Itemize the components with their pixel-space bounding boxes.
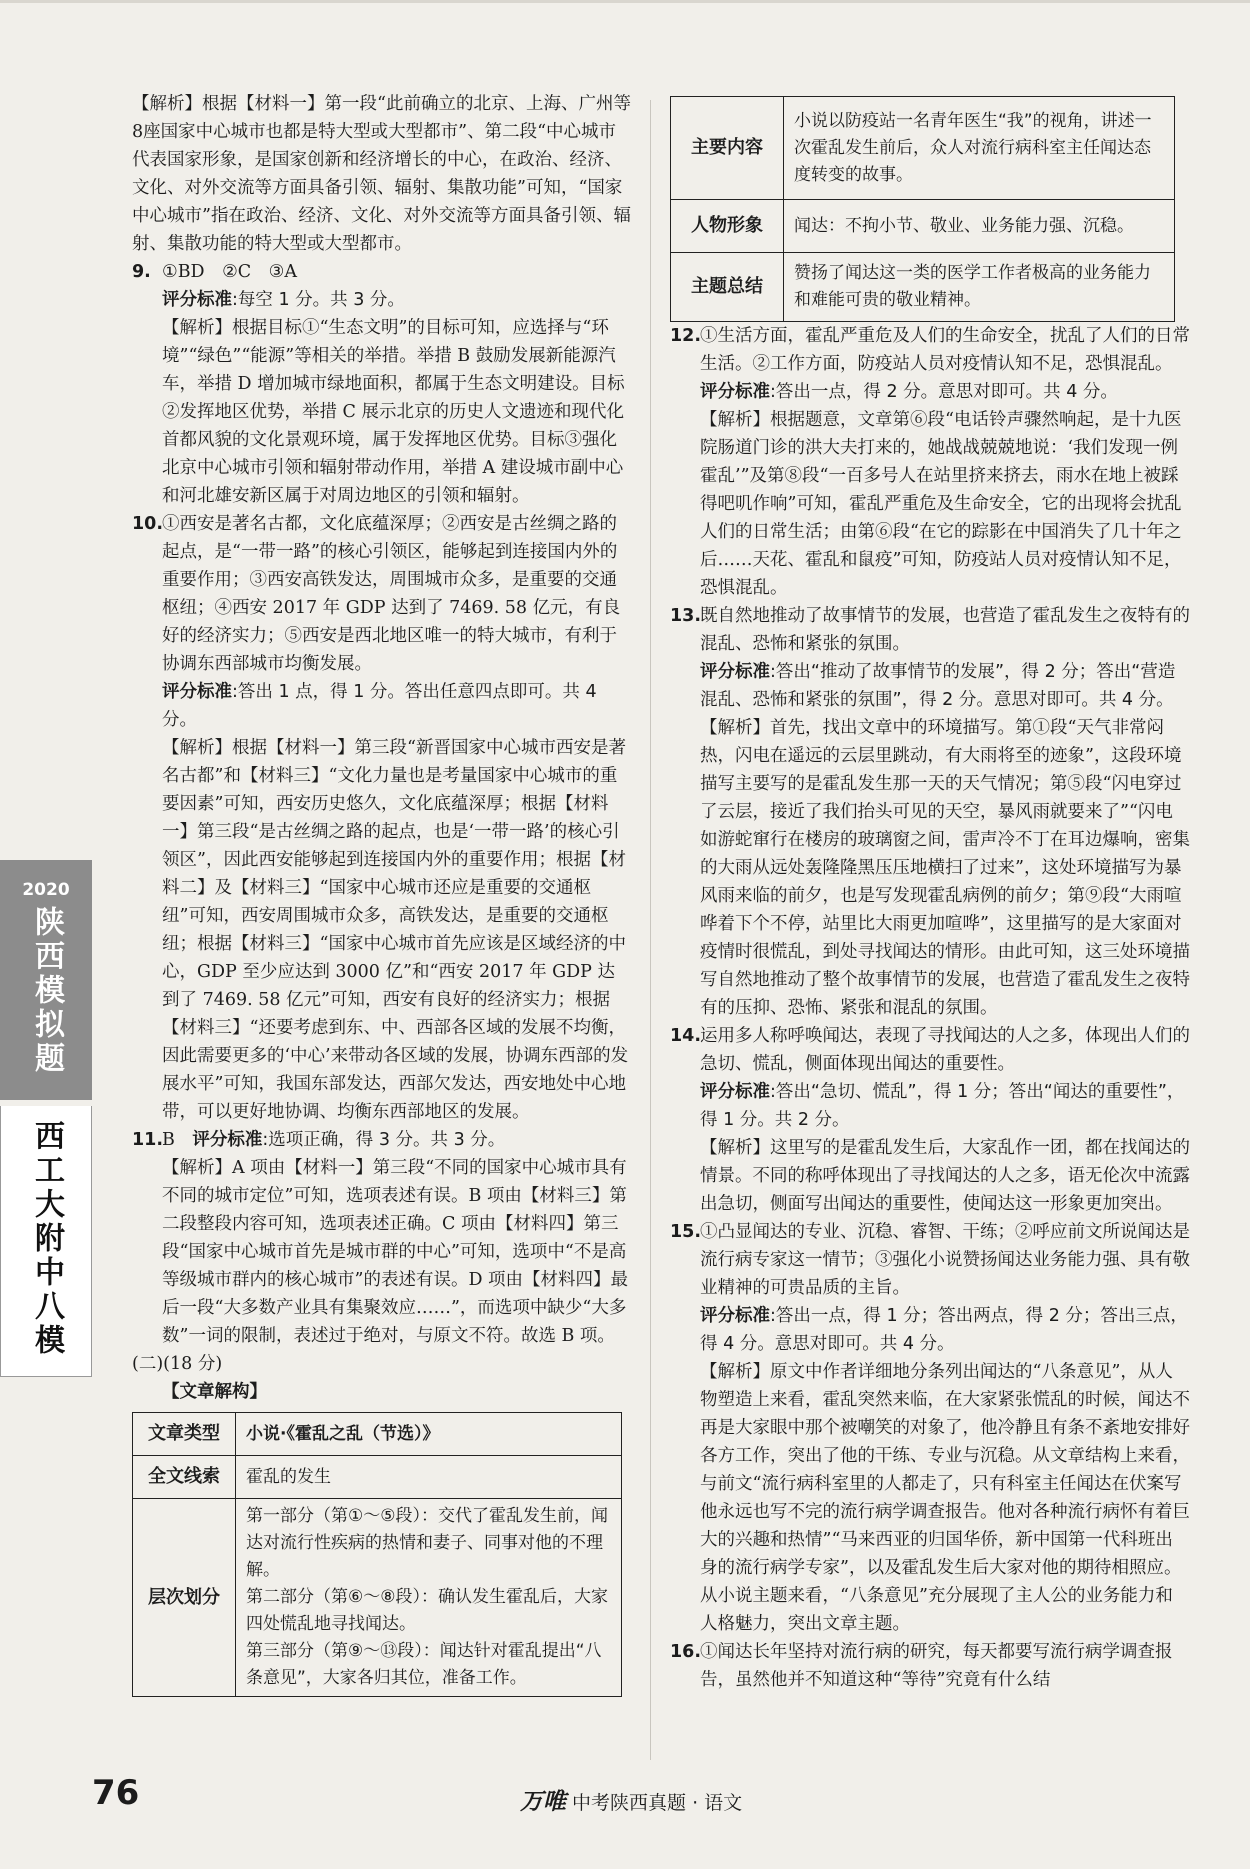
- side-tab: [0, 860, 92, 1377]
- q16-answer: ①闻达长年坚持对流行病的研究，每天都要写流行病学调查报告，虽然他并不知道这种“等待”究竟有什么结: [700, 1642, 1173, 1690]
- q14-answer: 运用多人称呼唤闻达，表现了寻找闻达的人之多，体现出人们的急切、慌乱，侧面体现出闻达的重要性。: [700, 1026, 1190, 1074]
- q13-number: 13.: [670, 606, 702, 626]
- page-number: 76: [92, 1773, 140, 1813]
- q12-scoring-text: :答出一点，得 2 分。意思对即可。共 4 分。: [770, 382, 1118, 402]
- row-header-clue: 全文线索: [133, 1456, 236, 1499]
- table-row: [671, 97, 1175, 200]
- q15-answer: ①凸显闻达的专业、沉稳、睿智、干练；②呼应前文所说闻达是流行病专家这一情节；③强化小说赞扬闻达业务能力强、具有敬业精神的可贵品质的主旨。: [700, 1222, 1190, 1298]
- row-cell-character: 闻达：不拘小节、敬业、业务能力强、沉稳。: [784, 200, 1175, 253]
- answer-analysis-8: 【解析】根据【材料一】第一段“此前确立的北京、上海、广州等8座国家中心城市也都是特大型或大型都市”、第二段“中心城市代表国家形象，是国家创新和经济增长的中心，在政治、经济、文化、对外交流等方面具备引领、辐射、集散功能”可知，“国家中心城市”指在政治、经济、文化、对外交流等方面具备引领、辐射、集散功能的特大型或大型都市。: [132, 94, 631, 254]
- q14-scoring-key: 评分标准: [700, 1082, 770, 1102]
- q15-scoring-key: 评分标准: [700, 1306, 770, 1326]
- q10-analysis: 【解析】根据【材料一】第三段“新晋国家中心城市西安是著名古都”和【材料三】“文化力量也是考量国家中心城市的重要因素”可知，西安历史悠久，文化底蕴深厚；根据【材料一】第三段“是古丝绸之路的起点，也是‘一带一路’的核心引领区”，因此西安能够起到连接国内外的重要作用；根据【材料二】及【材料三】“国家中心城市还应是重要的交通枢纽”可知，西安周围城市众多，高铁发达，是重要的交通枢纽；根据【材料三】“国家中心城市首先应该是区域经济的中心，GDP 至少应达到 3000 亿”和“西安 2017 年 GDP 达到了 7469. 58 亿元”可知，西安有良好的经济实力；根据【材料三】“还要考虑到东、中、西部各区域的发展不均衡，因此需要更多的‘中心’来带动各区域的发展，协调东西部的发展水平”可知，我国东部发达，西部欠发达，西安地处中心地带，可以更好地协调、均衡东西部地区的发展。: [162, 738, 629, 1122]
- right-column: [670, 96, 1190, 1694]
- layer-part-3: 第三部分（第⑨～⑬段）：闻达针对霍乱提出“八条意见”，大家各归其位，准备工作。: [246, 1641, 602, 1688]
- question-15: [670, 1218, 1190, 1302]
- side-school: 西工大附中八模: [29, 1120, 64, 1358]
- table-row: [671, 253, 1175, 322]
- q15-scoring-text: :答出一点，得 1 分；答出两点，得 2 分；答出三点，得 4 分。意思对即可。共 4 分。: [700, 1306, 1188, 1354]
- side-title: 陕西模拟题: [29, 906, 64, 1076]
- q14-scoring: [670, 1078, 1190, 1134]
- section-2-heading: (二)(18 分): [132, 1354, 223, 1374]
- row-header-layers: 层次划分: [133, 1499, 236, 1697]
- question-13: [670, 602, 1190, 658]
- q12-scoring-key: 评分标准: [700, 382, 770, 402]
- q12-analysis: 【解析】根据题意，文章第⑥段“电话铃声骤然响起，是十九医院肠道门诊的洪大夫打来的，她战战兢兢地说：‘我们发现一例霍乱’”及第⑧段“一百多号人在站里挤来挤去，雨水在地上被踩得吧叽作响”可知，霍乱严重危及生命安全，它的出现将会扰乱人们的日常生活；由第⑥段“在它的踪影在中国消失了几十年之后……天花、霍乱和鼠疫”可知，防疫站人员对疫情认知不足，恐惧混乱。: [700, 410, 1182, 598]
- book-title: 中考陕西真题 · 语文: [572, 1792, 743, 1814]
- row-cell-clue: 霍乱的发生: [236, 1456, 622, 1499]
- table-row: [671, 200, 1175, 253]
- question-11: [132, 1126, 632, 1154]
- row-header-content: 主要内容: [671, 97, 784, 200]
- q10-scoring-key: 评分标准: [162, 682, 232, 702]
- q13-scoring: [670, 658, 1190, 714]
- q12-answer: ①生活方面，霍乱严重危及人们的生命安全，扰乱了人们的日常生活。②工作方面，防疫站人员对疫情认知不足，恐惧混乱。: [700, 326, 1190, 374]
- q14-analysis: 【解析】这里写的是霍乱发生后，大家乱作一团，都在找闻达的情景。不同的称呼体现出了寻找闻达的人之多，语无伦次中流露出急切，侧面写出闻达的重要性，使闻达这一形象更加突出。: [700, 1138, 1190, 1214]
- q11-scoring-key: 评分标准: [192, 1130, 263, 1150]
- q11-number: 11.: [132, 1130, 164, 1150]
- q11-answer: B: [162, 1130, 175, 1150]
- left-column: [132, 90, 632, 1697]
- row-cell-type: 小说·《霍乱之乱（节选）》: [236, 1413, 622, 1456]
- row-cell-theme: 赞扬了闻达这一类的医学工作者极高的业务能力和难能可贵的敬业精神。: [784, 253, 1175, 322]
- row-cell-layers: [236, 1499, 622, 1697]
- layer-part-2: 第二部分（第⑥～⑧段）：确认发生霍乱后，大家四处慌乱地寻找闻达。: [246, 1587, 608, 1634]
- layer-part-1: 第一部分（第①～⑤段）：交代了霍乱发生前，闻达对流行性疾病的热情和妻子、同事对他的不理解。: [246, 1506, 608, 1580]
- row-header-type: 文章类型: [133, 1413, 236, 1456]
- question-10: [132, 510, 632, 678]
- q11-analysis: 【解析】A 项由【材料一】第三段“不同的国家中心城市具有不同的城市定位”可知，选项表述有误。B 项由【材料三】第二段整段内容可知，选项表述正确。C 项由【材料四】第三段“国家中心城市首先是城市群的中心”可知，选项中“不是高等级城市群内的核心城市”的表述有误。D 项由【材料四】最后一段“大多数产业具有集聚效应……”，而选项中缺少“大多数”一词的限制，表述过于绝对，与原文不符。故选 B 项。: [162, 1158, 629, 1346]
- top-edge: [0, 0, 1250, 3]
- row-cell-content: 小说以防疫站一名青年医生“我”的视角，讲述一次霍乱发生前后，众人对流行病科室主任闻达态度转变的故事。: [784, 97, 1175, 200]
- q9-scoring: [132, 286, 632, 314]
- question-14: [670, 1022, 1190, 1078]
- q12-scoring: [670, 378, 1190, 406]
- q9-scoring-key: 评分标准: [162, 290, 232, 310]
- q10-number: 10.: [132, 514, 164, 534]
- question-9: [132, 258, 632, 286]
- structure-table: [132, 1412, 622, 1697]
- side-year: 2020: [22, 880, 70, 900]
- side-tab-top: [0, 860, 92, 1100]
- structure-title: 【文章解构】: [162, 1382, 267, 1402]
- table-row: [133, 1413, 622, 1456]
- q10-scoring-text: :答出 1 点，得 1 分。答出任意四点即可。共 4 分。: [162, 682, 597, 730]
- q10-scoring: [132, 678, 632, 734]
- q10-answer: ①西安是著名古都，文化底蕴深厚；②西安是古丝绸之路的起点，是“一带一路”的核心引领区，能够起到连接国内外的重要作用；③西安高铁发达，周围城市众多，是重要的交通枢纽；④西安 2017 年 GDP 达到了 7469. 58 亿元，有良好的经济实力；⑤西安是西北地区唯一的特大城市，有利于协调东西部城市均衡发展。: [162, 514, 621, 674]
- brand-logo: 万唯: [520, 1789, 566, 1815]
- q13-scoring-text: :答出“推动了故事情节的发展”，得 2 分；答出“营造混乱、恐怖和紧张的氛围”，得 2 分。意思对即可。共 4 分。: [700, 662, 1176, 710]
- q15-analysis: 【解析】原文中作者详细地分条列出闻达的“八条意见”，从人物塑造上来看，霍乱突然来临，在大家紧张慌乱的时候，闻达不再是大家眼中那个被嘲笑的对象了，他冷静且有条不紊地安排好各方工作，突出了他的干练、专业与沉稳。从文章结构上来看，与前文“流行病科室里的人都走了，只有科室主任闻达在伏案写他永远也写不完的流行病学调查报告。他对各种流行病怀有着巨大的兴趣和热情”“马来西亚的归国华侨，新中国第一代科班出身的流行病学专家”，以及霍乱发生后大家对他的期待相照应。从小说主题来看，“八条意见”充分展现了主人公的业务能力和人格魅力，突出文章主题。: [700, 1362, 1190, 1634]
- table-row: [133, 1456, 622, 1499]
- question-12: [670, 322, 1190, 378]
- question-16: [670, 1638, 1190, 1694]
- side-tab-bottom: [0, 1106, 92, 1377]
- q13-answer: 既自然地推动了故事情节的发展，也营造了霍乱发生之夜特有的混乱、恐怖和紧张的氛围。: [700, 606, 1190, 654]
- q15-number: 15.: [670, 1222, 702, 1242]
- footer: [520, 1783, 742, 1816]
- q13-analysis: 【解析】首先，找出文章中的环境描写。第①段“天气非常闷热，闪电在遥远的云层里跳动，有大雨将至的迹象”，这段环境描写主要写的是霍乱发生那一天的天气情况；第⑤段“闪电穿过了云层，接近了我们抬头可见的天空，暴风雨就要来了”“闪电如游蛇窜行在楼房的玻璃窗之间，雷声冷不丁在耳边爆响，密集的大雨从远处轰隆隆黑压压地横扫了过来”，这处环境描写为暴风雨来临的前夕，也是写发现霍乱病例的前夕；第⑨段“大雨喧哗着下个不停，站里比大雨更加喧哗”，这里描写的是大家面对疫情时很慌乱，到处寻找闻达的情形。由此可知，这三处环境描写自然地推动了整个故事情节的发展，也营造了霍乱发生之夜特有的压抑、恐怖、紧张和混乱的氛围。: [700, 718, 1190, 1018]
- q9-scoring-text: :每空 1 分。共 3 分。: [232, 290, 405, 310]
- q9-answer: ①BD ②C ③A: [162, 262, 297, 282]
- row-header-character: 人物形象: [671, 200, 784, 253]
- q11-scoring-text: :选项正确，得 3 分。共 3 分。: [262, 1130, 506, 1150]
- q14-number: 14.: [670, 1026, 702, 1046]
- table-row: [133, 1499, 622, 1697]
- summary-table: [670, 96, 1175, 322]
- q15-scoring: [670, 1302, 1190, 1358]
- row-header-theme: 主题总结: [671, 253, 784, 322]
- q13-scoring-key: 评分标准: [700, 662, 770, 682]
- q9-number: 9.: [132, 262, 151, 282]
- q12-number: 12.: [670, 326, 702, 346]
- q16-number: 16.: [670, 1642, 702, 1662]
- q9-analysis: 【解析】根据目标①“生态文明”的目标可知，应选择与“环境”“绿色”“能源”等相关的举措。举措 B 鼓励发展新能源汽车，举措 D 增加城市绿地面积，都属于生态文明建设。目标②发挥地区优势，举措 C 展示北京的历史人文遗迹和现代化首都风貌的文化景观环境，属于发挥地区优势。目标③强化北京中心城市引领和辐射带动作用，举措 A 建设城市副中心和河北雄安新区属于对周边地区的引领和辐射。: [162, 318, 625, 506]
- q14-scoring-text: :答出“急切、慌乱”，得 1 分；答出“闻达的重要性”，得 1 分。共 2 分。: [700, 1082, 1185, 1130]
- column-divider: [650, 100, 651, 1760]
